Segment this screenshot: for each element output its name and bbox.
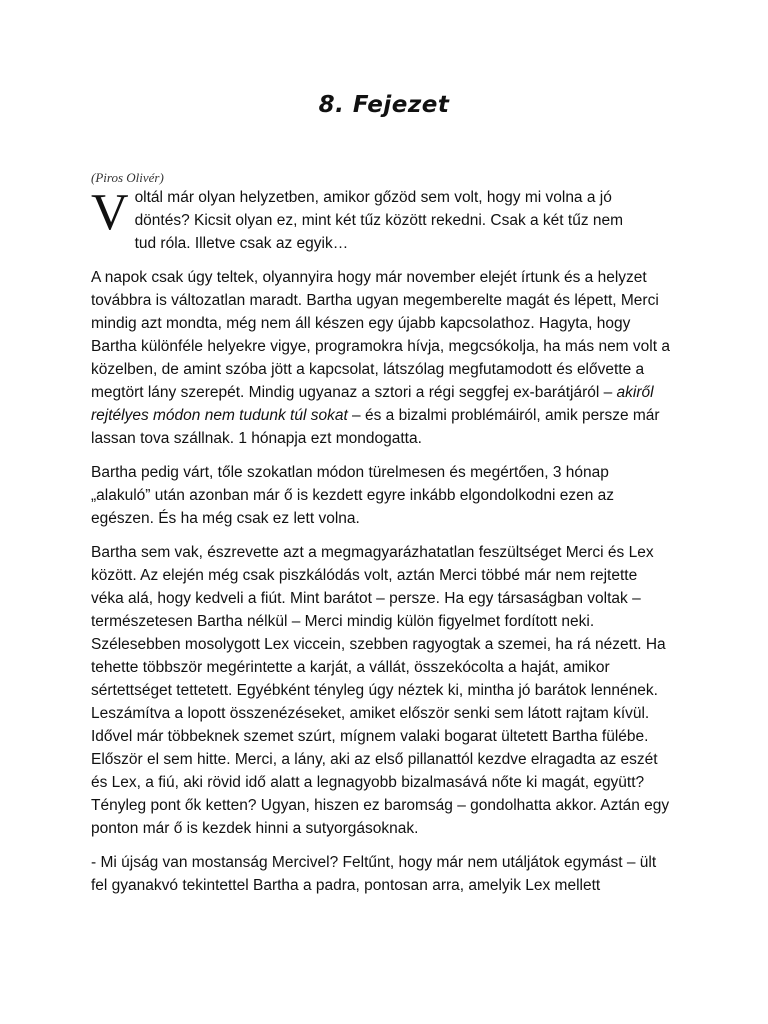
author-credit: (Piros Olivér) <box>91 170 164 185</box>
paragraph-1-text-a: A napok csak úgy teltek, olyannyira hogy már november elejét írtunk és a helyzet továbbra is változatlan maradt. Bartha ugyan megemberelte magát és lépett, Merci mindig azt mondta, még nem áll készen egy újabb kapcsolathoz. Hagyta, hogy Bartha különféle helyekre vigye, programokra hívja, megcsókolja, ha más nem volt a közelben, de amint szóba jött a kapcsolat, látszólag megfutamodott és elővette a megtört lány szerepét. Mindig ugyanaz a sztori a régi seggfej ex-barátjáról – <box>91 269 670 401</box>
lead-line-1: oltál már olyan helyzetben, amikor gőzöd sem volt, hogy mi volna a jó <box>134 189 612 206</box>
paragraph-1-text-b: – és a bizalmi problémáiról, amik persze már lassan tova szállnak. 1 hónapja ezt mondogatta. <box>91 407 660 447</box>
paragraph-2: Bartha pedig várt, tőle szokatlan módon türelmesen és megértően, 3 hónap „alakuló” után azonban már ő is kezdett egyre inkább elgondolkodni ezen az egészen. És ha még csak ez lett volna. <box>91 464 615 527</box>
drop-cap: V <box>91 184 129 241</box>
paragraph-1-italic: akiről rejtélyes módon nem tudunk túl sokat <box>91 384 654 424</box>
paragraph-4: - Mi újság van mostanság Mercivel? Feltűnt, hogy már nem utáljátok egymást – ült fel gyanakvó tekintettel Bartha a padra, pontosan arra, amelyik Lex mellett <box>91 854 657 894</box>
lead-paragraph <box>91 186 671 255</box>
paragraph-3: Bartha sem vak, észrevette azt a megmagyarázhatatlan feszültséget Merci és Lex között. Az elején még csak piszkálódás volt, aztán Merci többé már nem rejtette véka alá, hogy kedveli a fiút. Mint barátot – persze. Ha egy társaságban voltak – természetesen Bartha nélkül – Merci mindig külön figyelmet fordított neki. Szélesebben mosolygott Lex viccein, szebben ragyogtak a szemei, ha rá nézett. Ha tehette többször megérintette a karját, a vállát, összekócolta a haját, amikor sértettséget tettetett. Egyébként tényleg úgy néztek ki, mintha jó barátok lennének. Leszámítva a lopott összenézéseket, amiket először senki sem látott rajtam kívül. Idővel már többeknek szemet szúrt, mígnem valaki bogarat ültetett Bartha fülébe. Először el sem hitte. Merci, a lány, aki az első pillanattól kezdve elragadta az eszét és Lex, a fiú, aki rövid idő alatt a legnagyobb bizalmasává nőte ki magát, együtt? Tényleg pont ők ketten? Ugyan, hiszen ez baromság – gondolhatta akkor. Aztán egy ponton már ő is kezdek hinni a sutyorgásoknak. <box>91 544 670 837</box>
lead-line-3: tud róla. Illetve csak az egyik… <box>134 235 349 252</box>
lead-line-2: döntés? Kicsit olyan ez, mint két tűz között rekedni. Csak a két tűz nem <box>134 212 624 229</box>
chapter-title: 8. Fejezet <box>318 92 450 118</box>
body-text <box>91 186 671 908</box>
paragraph-1 <box>91 266 671 450</box>
